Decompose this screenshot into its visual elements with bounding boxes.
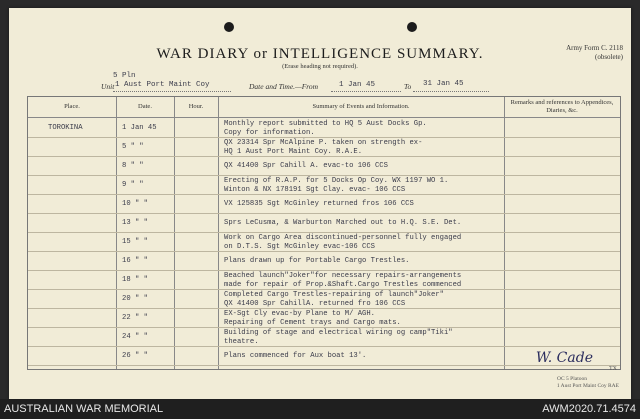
header-summary: Summary of Events and Information.	[312, 103, 410, 110]
unit-row	[9, 74, 631, 94]
header-remarks: Remarks and references to Appendices, Diaries, &c.	[510, 99, 614, 114]
row-date: 8 " "	[122, 162, 144, 170]
row-summary-line: Plans commenced for Aux boat 13'.	[224, 352, 367, 360]
stamp-line-1: OC 5 Platoon	[557, 376, 587, 382]
row-date: 22 " "	[122, 314, 148, 322]
unit-underline	[113, 91, 231, 92]
row-date: 15 " "	[122, 238, 148, 246]
row-summary-line: Monthly report submitted to HQ 5 Aust Docks Gp.	[224, 120, 427, 128]
unit-label: Unit	[101, 82, 115, 91]
row-rule	[28, 213, 620, 214]
row-rule	[28, 365, 620, 366]
row-summary-line: Winton & NX 178191 Sgt Clay. evac- 106 CCS	[224, 185, 406, 194]
row-date: 13 " "	[122, 219, 148, 227]
row-summary-line: Completed Cargo Trestles-repairing of launch"Joker"	[224, 291, 444, 299]
row-summary-line: Erecting of R.A.P. for 5 Docks Op Coy. WX 1197 WO 1.	[224, 177, 449, 185]
row-date: 16 " "	[122, 257, 148, 265]
row-summary-line: Beached launch"Joker"for necessary repairs-arrangements	[224, 272, 462, 280]
row-summary-line: Work on Cargo Area discontinued-personnel fully engaged	[224, 234, 462, 242]
footer-bar	[0, 399, 640, 419]
punch-hole	[407, 22, 417, 32]
document-title: WAR DIARY or INTELLIGENCE SUMMARY.	[156, 46, 484, 62]
row-rule	[28, 346, 620, 347]
punch-hole	[224, 22, 234, 32]
header-place: Place.	[64, 103, 80, 110]
row-summary-line: QX 41400 Spr CahillA. returned fro 106 CCS	[224, 299, 406, 308]
row-rule	[28, 308, 620, 309]
row-date: 1 Jan 45	[122, 124, 157, 132]
row-summary-line: QX 41400 Spr Cahill A. evac-to 106 CCS	[224, 162, 388, 170]
row-summary-line: HQ 1 Aust Port Maint Coy. R.A.E.	[224, 147, 363, 156]
tx-mark: TX	[609, 366, 617, 372]
row-summary-line: Plans drawn up for Portable Cargo Trestles.	[224, 257, 410, 265]
row-summary-line: Building of stage and electrical wiring og camp"Tiki"	[224, 329, 453, 337]
row-rule	[28, 270, 620, 271]
row-summary-line: EX-Sgt Cly evac-by Plane to M/ AGH.	[224, 310, 375, 318]
war-diary-page	[9, 8, 631, 399]
row-date: 20 " "	[122, 295, 148, 303]
diary-table	[27, 96, 621, 370]
unit-line-2: 1 Aust Port Maint Coy	[115, 81, 210, 89]
to-underline	[413, 91, 489, 92]
row-date: 18 " "	[122, 276, 148, 284]
row-rule	[28, 232, 620, 233]
row-place: TOROKINA	[48, 124, 83, 132]
army-form-number	[566, 44, 623, 62]
row-date: 9 " "	[122, 181, 144, 189]
row-summary-line: Copy for information.	[224, 128, 315, 137]
row-rule	[28, 156, 620, 157]
footer-institution: AUSTRALIAN WAR MEMORIAL	[4, 403, 164, 415]
row-rule	[28, 137, 620, 138]
row-rule	[28, 289, 620, 290]
row-summary-line: on D.T.S. Sgt McGinley evac-106 CCS	[224, 242, 375, 251]
signature: W. Cade	[535, 350, 593, 366]
row-summary-line: Repairing of Cement trays and Cargo mats.	[224, 318, 401, 327]
header-date: Date.	[138, 103, 152, 110]
unit-line-1: 5 Pln	[113, 72, 136, 80]
from-date: 1 Jan 45	[339, 81, 376, 89]
header-hour: Hour.	[188, 103, 204, 110]
row-summary-line: made for repair of Prop.&Shaft.Cargo Trestles commenced	[224, 280, 462, 289]
row-rule	[28, 175, 620, 176]
army-form-note: (obsolete)	[595, 53, 623, 61]
row-rule	[28, 327, 620, 328]
row-summary-line: QX 23314 Spr McAlpine P. taken on strength ex-	[224, 139, 423, 147]
row-rule	[28, 251, 620, 252]
stamp-line-2: 1 Aust Port Maint Coy RAE	[556, 383, 619, 389]
row-summary-line: theatre.	[224, 337, 259, 346]
row-date: 5 " "	[122, 143, 144, 151]
row-summary-line: Sprs LeCusma, & Warburton Marched out to H.Q. S.E. Det.	[224, 219, 462, 227]
to-date: 31 Jan 45	[423, 80, 464, 88]
date-time-label: Date and Time.—From	[249, 82, 319, 91]
row-date: 10 " "	[122, 200, 148, 208]
header-rule	[28, 117, 620, 118]
army-form-label: Army Form C. 2118	[566, 44, 623, 52]
document-subtitle: (Erase heading not required).	[282, 63, 358, 70]
row-rule	[28, 194, 620, 195]
row-summary-line: VX 125835 Sgt McGinley returned fros 106 CCS	[224, 200, 414, 208]
row-date: 24 " "	[122, 333, 148, 341]
from-underline	[331, 91, 401, 92]
row-date: 26 " "	[122, 352, 148, 360]
footer-accession: AWM2020.71.4574	[542, 403, 636, 415]
to-label: To	[404, 82, 412, 91]
